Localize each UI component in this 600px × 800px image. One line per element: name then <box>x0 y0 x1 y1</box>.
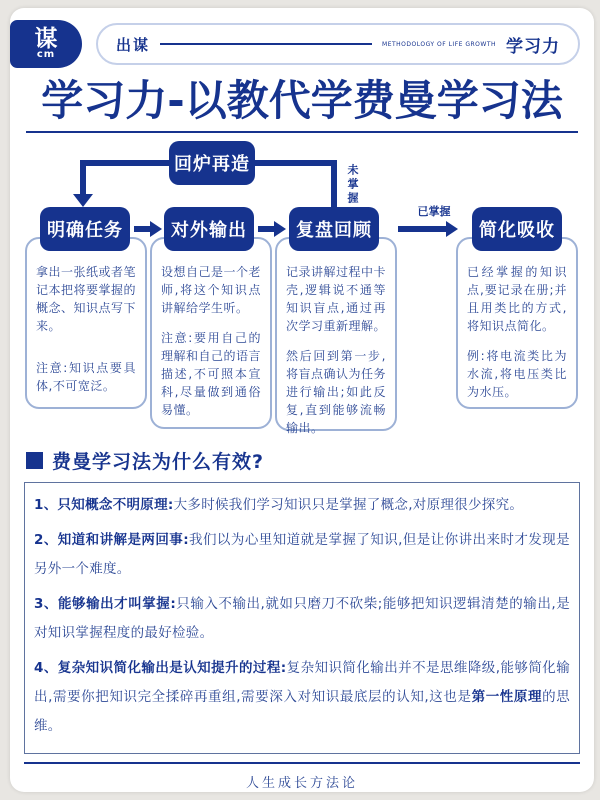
flow-node-step-1: 明确任务 <box>40 207 130 251</box>
why-point-2-text: 我们以为心里知道就是掌握了知识,但是让你讲出来时才发现是另外一个难度。 <box>34 532 570 577</box>
arrow-right-icon <box>134 221 162 237</box>
why-point-4-tail: 的思维。 <box>34 689 571 734</box>
brand-logo-character: 谋 <box>34 26 58 52</box>
why-point-1-text: 大多时候我们学习知识只是掌握了概念,对原理很少探究。 <box>173 497 524 513</box>
connector-left-vertical <box>80 160 86 196</box>
step-2-note: 注意:要用自己的理解和自己的语言描述,不可照本宣科,尽量做到通俗易懂。 <box>161 331 262 417</box>
header <box>24 20 580 68</box>
step-1-description: 拿出一张纸或者笔记本把将要掌握的概念、知识点写下来。 <box>36 265 137 333</box>
why-point-2 <box>34 526 570 584</box>
why-effective-box <box>24 482 580 754</box>
why-point-1 <box>34 491 570 520</box>
step-1-note: 注意:知识点要具体,不可宽泛。 <box>36 361 136 393</box>
section-heading <box>26 447 578 474</box>
step-card-3 <box>275 237 397 435</box>
step-card-4 <box>456 237 578 409</box>
topic-label: 学习力 <box>506 36 560 57</box>
arrow-right-icon <box>258 221 286 237</box>
section-title: 费曼学习法为什么有效? <box>52 451 265 473</box>
why-point-3-lead: 3、能够输出才叫掌握: <box>34 596 177 612</box>
why-point-4 <box>34 654 570 741</box>
why-point-1-lead: 1、只知概念不明原理: <box>34 497 174 513</box>
title-underline <box>26 131 578 133</box>
flow-node-step-2: 对外输出 <box>164 207 254 251</box>
english-tagline: METHODOLOGY OF LIFE GROWTH <box>382 40 496 48</box>
why-point-3-text: 只输入不输出,就如只磨刀不砍柴;能够把知识逻辑清楚的输出,是对知识掌握程度的最好检验。 <box>34 596 571 641</box>
step-4-note: 例:将电流类比为水流,将电压类比为水压。 <box>467 349 567 399</box>
footer-text: 人生成长方法论 <box>245 776 358 791</box>
branch-label-mastered: 已掌握 <box>417 205 451 218</box>
arrow-down-icon <box>73 194 93 207</box>
step-3-note: 然后回到第一步,将盲点确认为任务进行输出;如此反复,直到能够流畅输出。 <box>286 349 387 435</box>
step-card-1 <box>25 237 147 409</box>
banner-divider-line <box>160 43 372 45</box>
brand-logo <box>10 20 82 68</box>
flowchart <box>24 137 580 439</box>
step-card-2 <box>150 237 272 429</box>
step-3-description: 记录讲解过程中卡壳,逻辑说不通等知识盲点,通过再次学习重新理解。 <box>286 265 387 333</box>
brand-logo-subtext: cm <box>36 49 56 60</box>
flow-node-step-3: 复盘回顾 <box>289 207 379 251</box>
why-point-3 <box>34 590 570 648</box>
arrow-right-icon <box>398 221 458 237</box>
series-label: 出谋 <box>116 35 151 54</box>
step-2-description: 设想自己是一个老师,将这个知识点讲解给学生听。 <box>161 265 262 315</box>
branch-label-not-mastered: 未掌握 <box>346 164 359 206</box>
connector-right-vertical <box>331 160 337 207</box>
step-4-description: 已经掌握的知识点,要记录在册;并且用类比的方式,将知识点简化。 <box>467 265 567 333</box>
why-point-4-text: 复杂知识简化输出并不是思维降级,能够简化输出,需要你把知识完全揉碎再重组,需要深入对知识最底层的认知,这也是 <box>34 660 571 705</box>
connector-right-horizontal <box>255 160 337 166</box>
connector-left-horizontal <box>80 160 169 166</box>
flow-node-loop: 回炉再造 <box>169 141 255 185</box>
flow-node-step-4: 简化吸收 <box>472 207 562 251</box>
why-point-4-emphasis: 第一性原理 <box>471 689 543 705</box>
infographic-sheet <box>10 8 594 792</box>
page-title: 学习力-以教代学费曼学习法 <box>41 76 563 125</box>
why-point-4-lead: 4、复杂知识简化输出是认知提升的过程: <box>34 660 287 676</box>
header-banner <box>96 23 580 65</box>
why-point-2-lead: 2、知道和讲解是两回事: <box>34 532 189 548</box>
section-bullet-icon <box>26 452 43 469</box>
